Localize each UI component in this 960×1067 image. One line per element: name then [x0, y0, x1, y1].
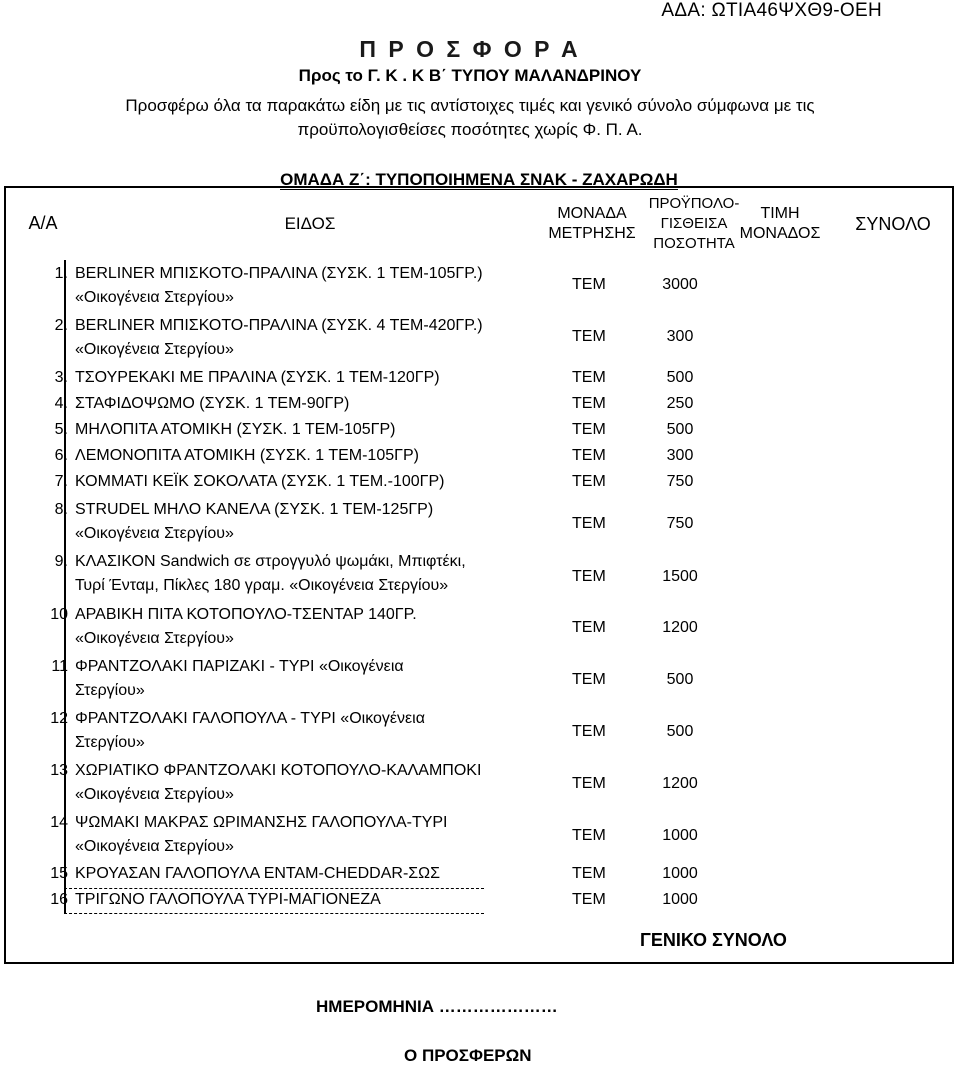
header-quantity: ΠΡΟΫΠΟΛΟ- ΓΙΣΘΕΙΣΑ ΠΟΣΟΤΗΤΑ: [648, 195, 740, 252]
document-title: Π Ρ Ο Σ Φ Ο Ρ Α: [359, 36, 581, 62]
row-number: 11: [51, 658, 68, 675]
row-number: 12: [50, 710, 68, 727]
row-number: 15: [50, 865, 68, 882]
row-unit: ΤΕΜ: [572, 891, 606, 908]
row-quantity: 500: [666, 723, 694, 740]
row-quantity: 300: [666, 447, 694, 464]
row-unit: ΤΕΜ: [572, 395, 606, 412]
ada-code: ΑΔΑ: ΩΤΙΑ46ΨΧΘ9-ΟΕΗ: [661, 0, 882, 21]
row-description: ΧΩΡΙΑΤΙΚΟ ΦΡΑΝΤΖΟΛΑΚΙ ΚΟΤΟΠΟΥΛΟ-ΚΑΛΑΜΠΟΚΙ «Οικογένεια Στεργίου»: [75, 762, 482, 803]
row-description: ΦΡΑΝΤΖΟΛΑΚΙ ΓΑΛΟΠΟΥΛΑ - ΤΥΡΙ «Οικογένεια Στεργίου»: [75, 710, 425, 751]
row-unit: ΤΕΜ: [572, 827, 606, 844]
grand-total-label: ΓΕΝΙΚΟ ΣΥΝΟΛΟ: [640, 930, 787, 950]
row-number: 7.: [54, 473, 68, 490]
row-number: 5.: [54, 421, 68, 438]
row-unit: ΤΕΜ: [572, 447, 606, 464]
row-unit: ΤΕΜ: [572, 421, 606, 438]
row-unit: ΤΕΜ: [572, 473, 606, 490]
row-quantity: 1200: [662, 619, 698, 636]
offerer-signature: Ο ΠΡΟΣΦΕΡΩΝ: [404, 1046, 532, 1065]
row-quantity: 3000: [662, 276, 698, 293]
row-unit: ΤΕΜ: [572, 369, 606, 386]
row-description: ΤΣΟΥΡΕΚΑΚΙ ΜΕ ΠΡΑΛΙΝΑ (ΣΥΣΚ. 1 ΤΕΜ-120ΓΡ): [75, 369, 440, 386]
row-quantity: 250: [666, 395, 694, 412]
row-description: ΚΡΟΥΑΣΑΝ ΓΑΛΟΠΟΥΛΑ ΕΝΤΑΜ-CHEDDAR-ΣΩΣ: [75, 865, 441, 882]
row-quantity: 750: [666, 515, 694, 532]
row-number: 1.: [54, 265, 68, 282]
row-description: ΨΩΜΑΚΙ ΜΑΚΡΑΣ ΩΡΙΜΑΝΣΗΣ ΓΑΛΟΠΟΥΛΑ-ΤΥΡΙ «Οικογένεια Στεργίου»: [75, 814, 448, 855]
row-unit: ΤΕΜ: [572, 775, 606, 792]
row-separator: [64, 888, 484, 889]
row-number: 2.: [54, 317, 68, 334]
row-quantity: 500: [666, 421, 694, 438]
row-number: 3.: [54, 369, 68, 386]
row-quantity: 300: [666, 328, 694, 345]
row-description: ΣΤΑΦΙΔΟΨΩΜΟ (ΣΥΣΚ. 1 ΤΕΜ-90ΓΡ): [75, 395, 350, 412]
header-total: ΣΥΝΟΛΟ: [855, 214, 931, 234]
row-description: ΛΕΜΟΝΟΠΙΤΑ ΑΤΟΜΙΚΗ (ΣΥΣΚ. 1 ΤΕΜ-105ΓΡ): [75, 447, 419, 464]
date-field: ΗΜΕΡΟΜΗΝΙΑ …………………: [316, 997, 558, 1016]
row-description: BERLINER ΜΠΙΣΚΟΤΟ-ΠΡΑΛΙΝΑ (ΣΥΣΚ. 4 ΤΕΜ-420ΓΡ.) «Οικογένεια Στεργίου»: [75, 317, 483, 358]
row-unit: ΤΕΜ: [572, 619, 606, 636]
row-unit: ΤΕΜ: [572, 276, 606, 293]
row-number: 9.: [54, 553, 68, 570]
header-item: ΕΙΔΟΣ: [284, 214, 336, 233]
header-aa: Α/Α: [28, 213, 58, 233]
row-unit: ΤΕΜ: [572, 568, 606, 585]
row-description: BERLINER ΜΠΙΣΚΟΤΟ-ΠΡΑΛΙΝΑ (ΣΥΣΚ. 1 ΤΕΜ-105ΓΡ.) «Οικογένεια Στεργίου»: [75, 265, 483, 306]
row-description: ΚΛΑΣΙΚΟΝ Sandwich σε στρογγυλό ψωμάκι, Μπιφτέκι, Τυρί Ένταμ, Πίκλες 180 γραμ. «Οικογένεια Στεργίου»: [75, 553, 466, 594]
row-unit: ΤΕΜ: [572, 515, 606, 532]
row-number: 6.: [54, 447, 68, 464]
row-number: 4.: [54, 395, 68, 412]
row-quantity: 1500: [662, 568, 698, 585]
row-description: ΦΡΑΝΤΖΟΛΑΚΙ ΠΑΡΙΖΑΚΙ - ΤΥΡΙ «Οικογένεια Στεργίου»: [75, 658, 404, 699]
row-quantity: 1000: [662, 891, 698, 908]
row-description: ΑΡΑΒΙΚΗ ΠΙΤΑ ΚΟΤΟΠΟΥΛΟ-ΤΣΕΝΤΑΡ 140ΓΡ. «Οικογένεια Στεργίου»: [75, 606, 417, 647]
row-separator: [64, 913, 484, 914]
row-number: 14: [50, 814, 68, 831]
row-number: 13: [50, 762, 68, 779]
intro-text: Προσφέρω όλα τα παρακάτω είδη με τις αντίστοιχες τιμές και γενικό σύνολο σύμφωνα με τις προϋπολογισθείσες ποσότητες χωρίς Φ. Π. Α.: [125, 96, 815, 139]
row-description: STRUDEL ΜΗΛΟ ΚΑΝΕΛΑ (ΣΥΣΚ. 1 ΤΕΜ-125ΓΡ) «Οικογένεια Στεργίου»: [75, 501, 434, 542]
row-unit: ΤΕΜ: [572, 328, 606, 345]
row-quantity: 1200: [662, 775, 698, 792]
row-quantity: 750: [666, 473, 694, 490]
row-description: ΜΗΛΟΠΙΤΑ ΑΤΟΜΙΚΗ (ΣΥΣΚ. 1 ΤΕΜ-105ΓΡ): [75, 421, 396, 438]
row-unit: ΤΕΜ: [572, 865, 606, 882]
row-description: ΤΡΙΓΩΝΟ ΓΑΛΟΠΟΥΛΑ ΤΥΡΙ-ΜΑΓΙΟΝΕΖΑ: [75, 891, 381, 908]
row-quantity: 500: [666, 369, 694, 386]
row-description: ΚΟΜΜΑΤΙ ΚΕΪΚ ΣΟΚΟΛΑΤΑ (ΣΥΣΚ. 1 ΤΕΜ.-100ΓΡ): [75, 473, 445, 490]
row-unit: ΤΕΜ: [572, 671, 606, 688]
header-unit: ΜΟΝΑΔΑ ΜΕΤΡΗΣΗΣ: [548, 205, 636, 242]
row-number: 8.: [54, 501, 68, 518]
group-title: ΟΜΑΔΑ Ζ΄: ΤΥΠΟΠΟΙΗΜΕΝΑ ΣΝΑΚ - ΖΑΧΑΡΩΔΗ: [280, 170, 678, 189]
addressee: Προς το Γ. Κ . Κ Β΄ ΤΥΠΟΥ ΜΑΛΑΝΔΡΙΝΟΥ: [298, 66, 642, 85]
row-quantity: 1000: [662, 865, 698, 882]
row-number: 16: [50, 891, 68, 908]
row-quantity: 500: [666, 671, 694, 688]
row-unit: ΤΕΜ: [572, 723, 606, 740]
row-number: 10: [50, 606, 68, 623]
header-unit-price: ΤΙΜΗ ΜΟΝΑΔΟΣ: [739, 205, 821, 242]
row-quantity: 1000: [662, 827, 698, 844]
